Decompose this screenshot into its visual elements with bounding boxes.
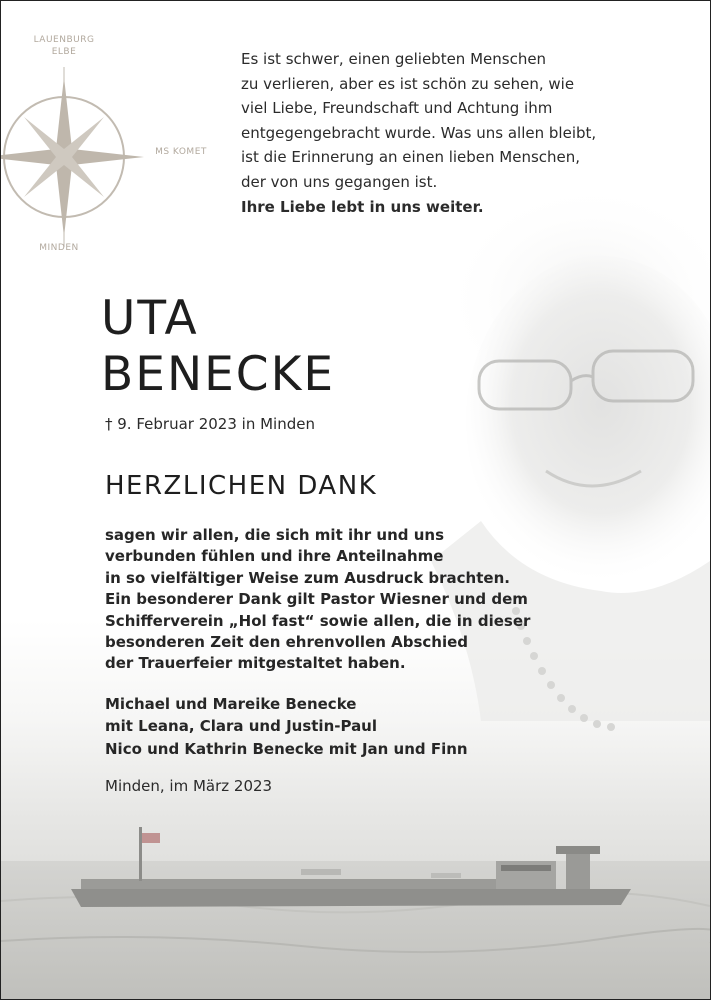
thanks-text [105, 525, 531, 675]
quote-line: entgegengebracht wurde. Was uns allen bleibt, [241, 123, 597, 142]
quote-line: der von uns gegangen ist. [241, 172, 438, 191]
thanks-line: der Trauerfeier mitgestaltet haben. [105, 654, 406, 673]
compass-label-top-sub: ELBE [51, 47, 77, 57]
quote-line: zu verlieren, aber es ist schön zu sehen, wie [241, 74, 575, 93]
compass-label-bottom: MINDEN [39, 243, 79, 253]
family-line: mit Leana, Clara und Justin-Paul [105, 717, 378, 736]
quote-line: Es ist schwer, einen geliebten Menschen [241, 50, 547, 68]
quote-line: ist die Erinnerung an einen lieben Menschen, [241, 148, 581, 167]
family-signatures [105, 693, 525, 760]
quote-closing: Ihre Liebe lebt in uns weiter. [241, 197, 484, 216]
thanks-line: Schifferverein „Hol fast“ sowie allen, die in dieser [105, 611, 531, 630]
thanks-line: besonderen Zeit den ehrenvollen Abschied [105, 633, 469, 652]
compass-label-right: MS KOMET [155, 147, 207, 157]
compass-label-top: LAUENBURG [33, 35, 95, 45]
first-name: UTA [101, 291, 199, 346]
thanks-line: in so vielfältiger Weise zum Ausdruck brachten. [105, 568, 510, 587]
thanks-line: Ein besonderer Dank gilt Pastor Wiesner und dem [105, 590, 528, 609]
death-date: † 9. Februar 2023 in Minden [105, 415, 315, 433]
quote-line: viel Liebe, Freundschaft und Achtung ihm [241, 99, 553, 118]
thanks-line: verbunden fühlen und ihre Anteilnahme [105, 547, 444, 566]
memorial-quote [241, 47, 661, 219]
thanks-line: sagen wir allen, die sich mit ihr und uns [105, 526, 445, 544]
thanks-heading: HERZLICHEN DANK [105, 471, 378, 501]
deceased-name [101, 291, 335, 403]
place-date: Minden, im März 2023 [105, 777, 273, 795]
last-name: BENECKE [101, 347, 336, 402]
compass-rose-icon [1, 29, 216, 259]
family-line: Nico und Kathrin Benecke mit Jan und Finn [105, 739, 468, 758]
family-line: Michael und Mareike Benecke [105, 695, 357, 713]
